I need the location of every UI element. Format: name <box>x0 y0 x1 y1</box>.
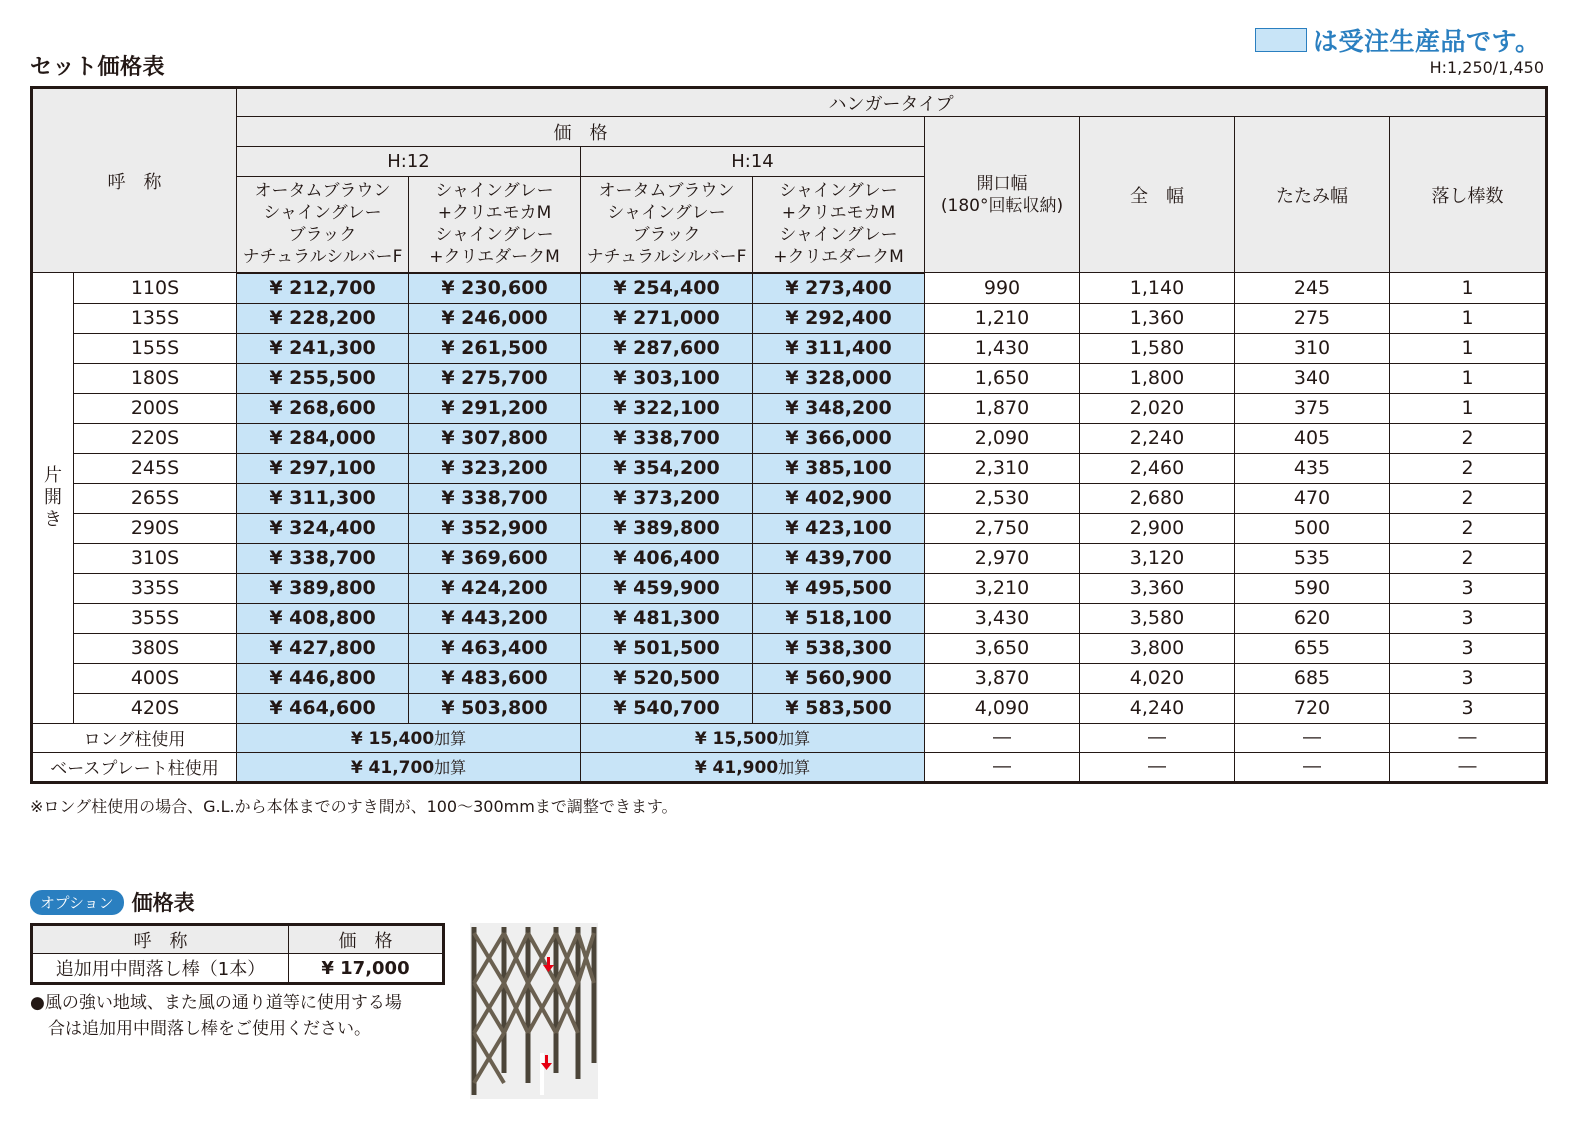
accessory-price-h14 <box>581 752 925 782</box>
model-name: 420S <box>74 693 237 723</box>
folded-width-cell: 340 <box>1235 363 1390 393</box>
table-row <box>32 303 1547 333</box>
full-width-cell: 3,580 <box>1080 603 1235 633</box>
opening-width-cell: 2,530 <box>925 483 1080 513</box>
opening-width-cell: 1,430 <box>925 333 1080 363</box>
full-width-cell: 3,800 <box>1080 633 1235 663</box>
drop-bar-count-cell: 2 <box>1390 483 1547 513</box>
price-cell: ¥ 230,600 <box>409 273 581 304</box>
model-name: 245S <box>74 453 237 483</box>
price-cell: ¥ 291,200 <box>409 393 581 423</box>
name-header: 呼 称 <box>32 88 237 273</box>
folded-width-cell: 590 <box>1235 573 1390 603</box>
option-title: 価格表 <box>131 891 195 915</box>
opening-width-cell: 2,310 <box>925 453 1080 483</box>
price-cell: ¥ 423,100 <box>753 513 925 543</box>
drop-bar-count-cell: 1 <box>1390 303 1547 333</box>
h12-header: H:12 <box>237 147 581 177</box>
price-cell: ¥ 406,400 <box>581 543 753 573</box>
option-item-price: ¥ 17,000 <box>289 954 444 984</box>
footnote: ※ロング柱使用の場合、G.L.から本体までのすき間が、100〜300mmまで調整できます。 <box>30 797 678 816</box>
type-header: ハンガータイプ <box>237 88 1547 117</box>
table-row <box>32 513 1547 543</box>
model-name: 355S <box>74 603 237 633</box>
color-label: シャイングレー <box>779 181 898 202</box>
option-price-header: 価 格 <box>289 925 444 954</box>
price-cell: ¥ 228,200 <box>237 303 409 333</box>
folded-width-cell: 435 <box>1235 453 1390 483</box>
model-name: 110S <box>74 273 237 304</box>
table-row <box>32 333 1547 363</box>
not-applicable-cell: ― <box>925 723 1080 752</box>
opening-width-cell: 3,650 <box>925 633 1080 663</box>
price-cell: ¥ 483,600 <box>409 663 581 693</box>
model-name: 220S <box>74 423 237 453</box>
price-cell: ¥ 520,500 <box>581 663 753 693</box>
table-row <box>32 603 1547 633</box>
folded-width-cell: 655 <box>1235 633 1390 663</box>
opening-width-cell: 3,870 <box>925 663 1080 693</box>
color-label: +クリエダークM <box>773 247 904 268</box>
opening-width-cell: 3,430 <box>925 603 1080 633</box>
drop-bar-count-header: 落し棒数 <box>1390 117 1547 273</box>
price-cell: ¥ 241,300 <box>237 333 409 363</box>
drop-bar-count-cell: 2 <box>1390 423 1547 453</box>
model-name: 310S <box>74 543 237 573</box>
accessory-row <box>32 723 1547 752</box>
price-cell: ¥ 389,800 <box>237 573 409 603</box>
price-cell: ¥ 311,400 <box>753 333 925 363</box>
price-cell: ¥ 328,000 <box>753 363 925 393</box>
price-cell: ¥ 324,400 <box>237 513 409 543</box>
color-label: ナチュラルシルバーF <box>242 247 403 268</box>
folded-width-cell: 405 <box>1235 423 1390 453</box>
model-name: 155S <box>74 333 237 363</box>
category-label: 片開き <box>44 464 62 530</box>
table-row <box>32 633 1547 663</box>
price-cell: ¥ 373,200 <box>581 483 753 513</box>
accessory-price-h14 <box>581 723 925 752</box>
h14-header: H:14 <box>581 147 925 177</box>
accessory-price-value: ¥ 41,700 <box>350 758 435 778</box>
price-cell: ¥ 503,800 <box>409 693 581 723</box>
accessory-price-h12 <box>237 752 581 782</box>
price-rows <box>32 273 1547 783</box>
opening-width-cell: 3,210 <box>925 573 1080 603</box>
full-width-cell: 1,360 <box>1080 303 1235 333</box>
not-applicable-cell: ― <box>1080 723 1235 752</box>
not-applicable-cell: ― <box>1235 752 1390 782</box>
price-cell: ¥ 338,700 <box>409 483 581 513</box>
option-name-header: 呼 称 <box>32 925 289 954</box>
drop-bar-count-cell: 1 <box>1390 273 1547 304</box>
full-width-cell: 3,120 <box>1080 543 1235 573</box>
accessory-name: ロング柱使用 <box>32 723 237 752</box>
opening-width-cell: 990 <box>925 273 1080 304</box>
price-cell: ¥ 273,400 <box>753 273 925 304</box>
option-badge: オプション <box>30 890 124 915</box>
drop-bar-count-cell: 1 <box>1390 333 1547 363</box>
price-cell: ¥ 560,900 <box>753 663 925 693</box>
not-applicable-cell: ― <box>925 752 1080 782</box>
folded-width-cell: 245 <box>1235 273 1390 304</box>
table-row <box>32 693 1547 723</box>
drop-bar-count-cell: 2 <box>1390 453 1547 483</box>
model-name: 200S <box>74 393 237 423</box>
folded-width-cell: 720 <box>1235 693 1390 723</box>
model-name: 400S <box>74 663 237 693</box>
full-width-cell: 2,240 <box>1080 423 1235 453</box>
color-label: オータムブラウン <box>254 181 391 202</box>
price-cell: ¥ 538,300 <box>753 633 925 663</box>
option-price-table <box>30 923 445 985</box>
accessory-name: ベースプレート柱使用 <box>32 752 237 782</box>
opening-width-cell: 2,970 <box>925 543 1080 573</box>
price-cell: ¥ 323,200 <box>409 453 581 483</box>
folded-width-cell: 500 <box>1235 513 1390 543</box>
table-row <box>32 483 1547 513</box>
price-cell: ¥ 311,300 <box>237 483 409 513</box>
color-label: シャイングレー <box>435 225 554 246</box>
color-label: シャイングレー <box>607 203 726 224</box>
drop-bar-count-cell: 1 <box>1390 393 1547 423</box>
model-name: 265S <box>74 483 237 513</box>
not-applicable-cell: ― <box>1390 723 1547 752</box>
color-label: +クリエモカM <box>781 203 896 224</box>
color-header-h14-b <box>753 177 925 273</box>
price-cell: ¥ 354,200 <box>581 453 753 483</box>
price-cell: ¥ 287,600 <box>581 333 753 363</box>
color-label: シャイングレー <box>435 181 554 202</box>
price-cell: ¥ 268,600 <box>237 393 409 423</box>
full-width-cell: 1,580 <box>1080 333 1235 363</box>
color-label: シャイングレー <box>779 225 898 246</box>
model-name: 335S <box>74 573 237 603</box>
set-price-table <box>30 86 1548 784</box>
accessory-price-suffix: 加算 <box>778 758 811 777</box>
full-width-cell: 1,800 <box>1080 363 1235 393</box>
price-cell: ¥ 297,100 <box>237 453 409 483</box>
price-cell: ¥ 464,600 <box>237 693 409 723</box>
opening-width-header <box>925 117 1080 273</box>
opening-width-cell: 1,650 <box>925 363 1080 393</box>
option-note-line: ●風の強い地域、また風の通り道等に使用する場 <box>30 993 402 1013</box>
opening-width-cell: 1,210 <box>925 303 1080 333</box>
full-width-cell: 2,460 <box>1080 453 1235 483</box>
folded-width-header: たたみ幅 <box>1235 117 1390 273</box>
color-header-h12-a <box>237 177 409 273</box>
gate-drop-bar-photo <box>470 923 598 1099</box>
price-cell: ¥ 338,700 <box>581 423 753 453</box>
price-cell: ¥ 389,800 <box>581 513 753 543</box>
full-width-cell: 4,240 <box>1080 693 1235 723</box>
made-to-order-legend <box>1255 22 1541 58</box>
drop-bar-count-cell: 3 <box>1390 693 1547 723</box>
full-width-cell: 3,360 <box>1080 573 1235 603</box>
color-label: +クリエモカM <box>437 203 552 224</box>
accessory-price-value: ¥ 15,400 <box>350 729 435 749</box>
price-cell: ¥ 443,200 <box>409 603 581 633</box>
drop-bar-count-cell: 3 <box>1390 573 1547 603</box>
price-cell: ¥ 501,500 <box>581 633 753 663</box>
drop-bar-count-cell: 3 <box>1390 603 1547 633</box>
accessory-row <box>32 752 1547 782</box>
price-cell: ¥ 307,800 <box>409 423 581 453</box>
drop-bar-count-cell: 3 <box>1390 633 1547 663</box>
price-cell: ¥ 446,800 <box>237 663 409 693</box>
accessory-price-suffix: 加算 <box>434 758 467 777</box>
drop-bar-count-cell: 3 <box>1390 663 1547 693</box>
price-cell: ¥ 385,100 <box>753 453 925 483</box>
color-header-h12-b <box>409 177 581 273</box>
price-cell: ¥ 583,500 <box>753 693 925 723</box>
table-row <box>32 453 1547 483</box>
opening-width-cell: 1,870 <box>925 393 1080 423</box>
color-header-h14-a <box>581 177 753 273</box>
not-applicable-cell: ― <box>1390 752 1547 782</box>
table-row <box>32 363 1547 393</box>
legend-text: は受注生産品です。 <box>1313 27 1541 56</box>
model-name: 380S <box>74 633 237 663</box>
price-cell: ¥ 284,000 <box>237 423 409 453</box>
price-cell: ¥ 369,600 <box>409 543 581 573</box>
price-cell: ¥ 348,200 <box>753 393 925 423</box>
height-note: H:1,250/1,450 <box>1429 58 1544 77</box>
price-cell: ¥ 246,000 <box>409 303 581 333</box>
page-title: セット価格表 <box>30 55 166 80</box>
option-note-line: 合は追加用中間落し棒をご使用ください。 <box>48 1019 371 1039</box>
category-cell <box>32 273 74 724</box>
option-item-name: 追加用中間落し棒（1本） <box>32 954 289 984</box>
full-width-cell: 2,680 <box>1080 483 1235 513</box>
price-header: 価 格 <box>237 117 925 147</box>
folded-width-cell: 620 <box>1235 603 1390 633</box>
accessory-price-h12 <box>237 723 581 752</box>
price-cell: ¥ 271,000 <box>581 303 753 333</box>
folded-width-cell: 310 <box>1235 333 1390 363</box>
legend-swatch <box>1255 28 1307 52</box>
gate-drop-bar-illustration <box>470 923 598 1099</box>
table-row <box>32 543 1547 573</box>
accessory-price-value: ¥ 41,900 <box>694 758 779 778</box>
accessory-price-suffix: 加算 <box>778 729 811 748</box>
model-name: 290S <box>74 513 237 543</box>
price-cell: ¥ 254,400 <box>581 273 753 304</box>
not-applicable-cell: ― <box>1080 752 1235 782</box>
price-cell: ¥ 463,400 <box>409 633 581 663</box>
price-cell: ¥ 540,700 <box>581 693 753 723</box>
opening-width-cell: 4,090 <box>925 693 1080 723</box>
price-cell: ¥ 402,900 <box>753 483 925 513</box>
price-cell: ¥ 481,300 <box>581 603 753 633</box>
price-cell: ¥ 303,100 <box>581 363 753 393</box>
drop-bar-count-cell: 2 <box>1390 543 1547 573</box>
price-cell: ¥ 322,100 <box>581 393 753 423</box>
color-label: シャイングレー <box>263 203 382 224</box>
price-cell: ¥ 352,900 <box>409 513 581 543</box>
color-label: ブラック <box>632 225 701 246</box>
model-name: 180S <box>74 363 237 393</box>
color-label: ブラック <box>288 225 357 246</box>
price-cell: ¥ 338,700 <box>237 543 409 573</box>
option-header <box>30 887 195 917</box>
price-cell: ¥ 495,500 <box>753 573 925 603</box>
price-cell: ¥ 255,500 <box>237 363 409 393</box>
opening-width-cell: 2,090 <box>925 423 1080 453</box>
price-cell: ¥ 518,100 <box>753 603 925 633</box>
full-width-header: 全 幅 <box>1080 117 1235 273</box>
price-cell: ¥ 366,000 <box>753 423 925 453</box>
price-cell: ¥ 292,400 <box>753 303 925 333</box>
folded-width-cell: 685 <box>1235 663 1390 693</box>
price-cell: ¥ 424,200 <box>409 573 581 603</box>
price-cell: ¥ 212,700 <box>237 273 409 304</box>
full-width-cell: 1,140 <box>1080 273 1235 304</box>
model-name: 135S <box>74 303 237 333</box>
opening-width-cell: 2,750 <box>925 513 1080 543</box>
opening-width-label: 開口幅 <box>976 173 1028 194</box>
folded-width-cell: 535 <box>1235 543 1390 573</box>
full-width-cell: 2,900 <box>1080 513 1235 543</box>
not-applicable-cell: ― <box>1235 723 1390 752</box>
full-width-cell: 2,020 <box>1080 393 1235 423</box>
price-cell: ¥ 261,500 <box>409 333 581 363</box>
opening-width-sub: (180°回転収納) <box>940 195 1064 216</box>
table-row <box>32 573 1547 603</box>
folded-width-cell: 470 <box>1235 483 1390 513</box>
price-cell: ¥ 459,900 <box>581 573 753 603</box>
price-cell: ¥ 439,700 <box>753 543 925 573</box>
folded-width-cell: 275 <box>1235 303 1390 333</box>
color-label: +クリエダークM <box>429 247 560 268</box>
table-row <box>32 663 1547 693</box>
table-row <box>32 273 1547 304</box>
color-label: オータムブラウン <box>598 181 735 202</box>
price-cell: ¥ 408,800 <box>237 603 409 633</box>
table-row <box>32 393 1547 423</box>
price-cell: ¥ 275,700 <box>409 363 581 393</box>
option-note <box>30 990 450 1042</box>
drop-bar-count-cell: 1 <box>1390 363 1547 393</box>
accessory-price-value: ¥ 15,500 <box>694 729 779 749</box>
drop-bar-count-cell: 2 <box>1390 513 1547 543</box>
folded-width-cell: 375 <box>1235 393 1390 423</box>
full-width-cell: 4,020 <box>1080 663 1235 693</box>
table-row <box>32 423 1547 453</box>
price-cell: ¥ 427,800 <box>237 633 409 663</box>
accessory-price-suffix: 加算 <box>434 729 467 748</box>
color-label: ナチュラルシルバーF <box>586 247 747 268</box>
